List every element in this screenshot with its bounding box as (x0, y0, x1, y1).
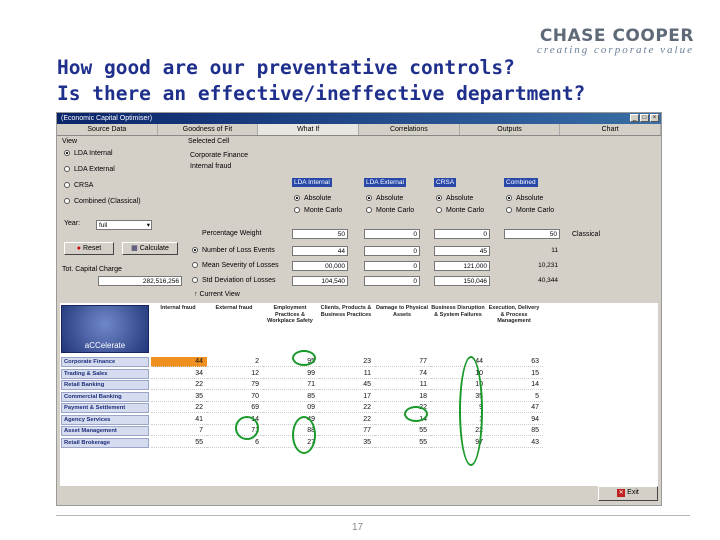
tab-bar (57, 124, 661, 136)
param-std-deviation[interactable]: Std Deviation of Losses (192, 277, 276, 284)
exit-icon: ✕ (618, 490, 624, 496)
weight-input[interactable]: 50 (504, 229, 560, 239)
param-cell: 11 (551, 247, 558, 254)
radio-icon (64, 166, 70, 172)
method-header-lda-external: LDA External (366, 179, 404, 186)
current-view-label: ↑ Current View (194, 291, 240, 298)
table-row (61, 380, 581, 390)
column-header: Internal fraud (160, 305, 196, 311)
grid-cell[interactable]: 14 (375, 415, 431, 425)
param-cell[interactable]: 150,046 (434, 276, 490, 286)
grid-cell[interactable]: 41 (151, 415, 207, 425)
param-cell[interactable]: 121,000 (434, 261, 490, 271)
grid-cell[interactable]: 43 (487, 438, 543, 448)
grid-cell[interactable]: 22 (151, 380, 207, 390)
row-label[interactable]: Payment & Settlement (61, 403, 149, 413)
grid-cell[interactable]: 5 (487, 392, 543, 402)
slide-title (57, 55, 585, 107)
percentage-weight-label: Percentage Weight (202, 230, 262, 237)
grid-cell[interactable]: 70 (207, 392, 263, 402)
grid-cell[interactable]: 35 (319, 438, 375, 448)
grid-cell[interactable]: 35 (151, 392, 207, 402)
view-label: View (62, 138, 78, 145)
row-label[interactable]: Trading & Sales (61, 369, 149, 379)
tab-goodness-of-fit[interactable]: Goodness of Fit (158, 124, 259, 135)
radio-icon (294, 195, 300, 201)
grid-cell[interactable]: 18 (375, 392, 431, 402)
maximize-icon[interactable]: □ (640, 114, 649, 122)
param-cell: 40,344 (538, 277, 558, 284)
absolute-option[interactable]: Absolute (436, 195, 473, 202)
grid-cell[interactable]: 63 (487, 357, 543, 367)
grid-cell[interactable]: 77 (319, 426, 375, 436)
grid-cell[interactable]: 22 (319, 415, 375, 425)
grid-cell[interactable]: 1 (431, 415, 487, 425)
radio-icon (506, 207, 512, 213)
column-header: Business Disruption & System Failures (431, 305, 485, 318)
reset-button[interactable]: ● Reset (64, 242, 114, 255)
close-icon[interactable]: × (650, 114, 659, 122)
arrow-up-icon: ↑ (194, 291, 198, 298)
param-cell[interactable]: 44 (292, 246, 348, 256)
absolute-option[interactable]: Absolute (366, 195, 403, 202)
grid-cell[interactable]: 55 (375, 426, 431, 436)
table-row (61, 426, 581, 436)
tab-source-data[interactable]: Source Data (57, 124, 158, 135)
table-row (61, 392, 581, 402)
param-cell[interactable]: 0 (364, 261, 420, 271)
grid-cell[interactable]: 23 (319, 357, 375, 367)
grid-cell[interactable]: 35 (431, 392, 487, 402)
method-header-combined: Combined (506, 179, 536, 186)
table-row (61, 438, 581, 448)
column-header: Employment Practices & Workplace Safety (267, 305, 313, 324)
window-titlebar (57, 113, 661, 124)
grid-cell[interactable]: 95 (263, 357, 319, 367)
app-window (56, 112, 662, 506)
row-label[interactable]: Agency Services (61, 415, 149, 425)
grid-cell[interactable]: 22 (319, 403, 375, 413)
param-cell[interactable]: 45 (434, 246, 490, 256)
exit-button[interactable]: ✕ Exit (598, 486, 658, 501)
view-option-combined[interactable]: Combined (Classical) (64, 198, 141, 205)
radio-icon (64, 182, 70, 188)
tab-correlations[interactable]: Correlations (359, 124, 460, 135)
param-cell[interactable]: 0 (364, 276, 420, 286)
selected-cell-label: Selected Cell (188, 138, 230, 145)
chase-cooper-logo (520, 26, 694, 56)
radio-icon (366, 195, 372, 201)
grid-cell[interactable]: 17 (319, 392, 375, 402)
classical-label: Classical (572, 231, 601, 238)
grid-cell[interactable]: 9 (431, 403, 487, 413)
weight-input[interactable]: 50 (292, 229, 348, 239)
selected-line-of-business: Corporate Finance (190, 152, 248, 159)
grid-cell[interactable]: 2 (207, 357, 263, 367)
radio-icon (506, 195, 512, 201)
reset-icon: ● (76, 245, 81, 252)
grid-cell[interactable]: 7 (151, 426, 207, 436)
row-label[interactable]: Commercial Banking (61, 392, 149, 402)
grid-cell[interactable]: 85 (263, 392, 319, 402)
grid-cell[interactable]: 22 (375, 403, 431, 413)
tab-what-if[interactable]: What If (258, 124, 359, 135)
grid-cell[interactable]: 97 (431, 438, 487, 448)
tab-chart[interactable]: Chart (560, 124, 661, 135)
table-row (61, 415, 581, 425)
grid-cell[interactable]: 69 (207, 403, 263, 413)
grid-cell[interactable]: 55 (375, 438, 431, 448)
absolute-option[interactable]: Absolute (506, 195, 543, 202)
selected-cell-panel (188, 136, 660, 296)
row-label[interactable]: Retail Brokerage (61, 438, 149, 448)
method-header-crsa: CRSA (436, 179, 455, 186)
grid-cell[interactable]: 10 (431, 369, 487, 379)
table-row (61, 357, 581, 367)
grid-cell[interactable]: 94 (487, 415, 543, 425)
weight-input[interactable]: 0 (364, 229, 420, 239)
row-label[interactable]: Corporate Finance (61, 357, 149, 367)
row-label[interactable]: Retail Banking (61, 380, 149, 390)
montecarlo-option[interactable]: Monte Carlo (436, 207, 484, 214)
window-title: (Economic Capital Optimiser) (61, 115, 153, 122)
param-loss-events[interactable]: Number of Loss Events (192, 247, 275, 254)
method-header-lda-internal: LDA Internal (294, 179, 330, 186)
grid-cell[interactable]: 11 (319, 369, 375, 379)
grid-cell[interactable]: 14 (487, 380, 543, 390)
grid-cell[interactable]: 6 (207, 438, 263, 448)
radio-icon (192, 247, 198, 253)
weight-input[interactable]: 0 (434, 229, 490, 239)
grid-cell[interactable]: 27 (263, 438, 319, 448)
minimize-icon[interactable]: _ (630, 114, 639, 122)
radio-icon (366, 207, 372, 213)
montecarlo-option[interactable]: Monte Carlo (506, 207, 554, 214)
grid-cell[interactable]: 11 (375, 380, 431, 390)
grid-cell[interactable]: 12 (207, 369, 263, 379)
grid-cell[interactable]: 99 (263, 369, 319, 379)
logo-name: CHASE COOPER (539, 26, 694, 46)
risk-grid (60, 303, 658, 486)
footer-divider (56, 515, 690, 516)
radio-icon (64, 150, 70, 156)
radio-icon (436, 195, 442, 201)
calculate-icon: ▦ (131, 245, 138, 252)
absolute-option[interactable]: Absolute (294, 195, 331, 202)
montecarlo-option[interactable]: Monte Carlo (366, 207, 414, 214)
chevron-down-icon: ▾ (146, 222, 150, 229)
page-number: 17 (352, 522, 364, 533)
year-select[interactable]: full ▾ (96, 220, 152, 230)
radio-icon (192, 262, 198, 268)
param-mean-severity[interactable]: Mean Severity of Losses (192, 262, 279, 269)
total-capital-value: 282,516,256 (98, 276, 182, 286)
grid-cell[interactable]: 47 (487, 403, 543, 413)
grid-cell[interactable]: 44 (151, 357, 207, 367)
radio-icon (436, 207, 442, 213)
accelerate-logo: aCCelerate (61, 305, 149, 353)
slide-title-line1: How good are our preventative controls? (57, 56, 515, 79)
year-label: Year: (64, 220, 81, 227)
logo-tagline: creating corporate value (537, 44, 694, 56)
grid-cell[interactable]: 09 (263, 403, 319, 413)
param-cell[interactable]: 104,540 (292, 276, 348, 286)
view-option-lda-external[interactable]: LDA External (64, 166, 115, 173)
grid-cell[interactable]: 71 (263, 380, 319, 390)
param-cell[interactable]: 0 (364, 246, 420, 256)
grid-cell[interactable]: 34 (151, 369, 207, 379)
table-row (61, 403, 581, 413)
grid-cell[interactable]: 49 (263, 415, 319, 425)
table-row (61, 369, 581, 379)
grid-cell[interactable]: 22 (431, 426, 487, 436)
tab-outputs[interactable]: Outputs (460, 124, 561, 135)
view-option-lda-internal[interactable]: LDA Internal (64, 150, 113, 157)
total-capital-label: Tot. Capital Charge (62, 266, 122, 273)
grid-cell[interactable]: 10 (431, 380, 487, 390)
grid-cell[interactable]: 77 (375, 357, 431, 367)
column-header: External fraud (215, 305, 253, 311)
grid-cell[interactable]: 88 (263, 426, 319, 436)
grid-cell[interactable]: 85 (487, 426, 543, 436)
column-header: Clients, Products & Business Practices (320, 305, 372, 318)
montecarlo-option[interactable]: Monte Carlo (294, 207, 342, 214)
column-header: Damage to Physical Assets (376, 305, 428, 318)
radio-icon (192, 277, 198, 283)
radio-icon (294, 207, 300, 213)
grid-cell[interactable]: 79 (207, 380, 263, 390)
view-option-crsa[interactable]: CRSA (64, 182, 93, 189)
grid-cell[interactable]: 74 (375, 369, 431, 379)
grid-cell[interactable]: 15 (487, 369, 543, 379)
grid-cell[interactable]: 45 (319, 380, 375, 390)
grid-cell[interactable]: 55 (151, 438, 207, 448)
column-header: Execution, Delivery & Process Management (488, 305, 540, 324)
grid-cell[interactable]: 44 (431, 357, 487, 367)
grid-cell[interactable]: 71 (207, 426, 263, 436)
calculate-button[interactable]: ▦ Calculate (122, 242, 178, 255)
grid-cell[interactable]: 22 (151, 403, 207, 413)
slide-title-line2: Is there an effective/ineffective department? (57, 82, 586, 105)
view-panel (60, 136, 187, 296)
radio-icon (64, 198, 70, 204)
row-label[interactable]: Asset Management (61, 426, 149, 436)
param-cell[interactable]: 00,000 (292, 261, 348, 271)
param-cell: 10,231 (538, 262, 558, 269)
grid-cell[interactable]: 14 (207, 415, 263, 425)
selected-event-type: Internal fraud (190, 163, 232, 170)
